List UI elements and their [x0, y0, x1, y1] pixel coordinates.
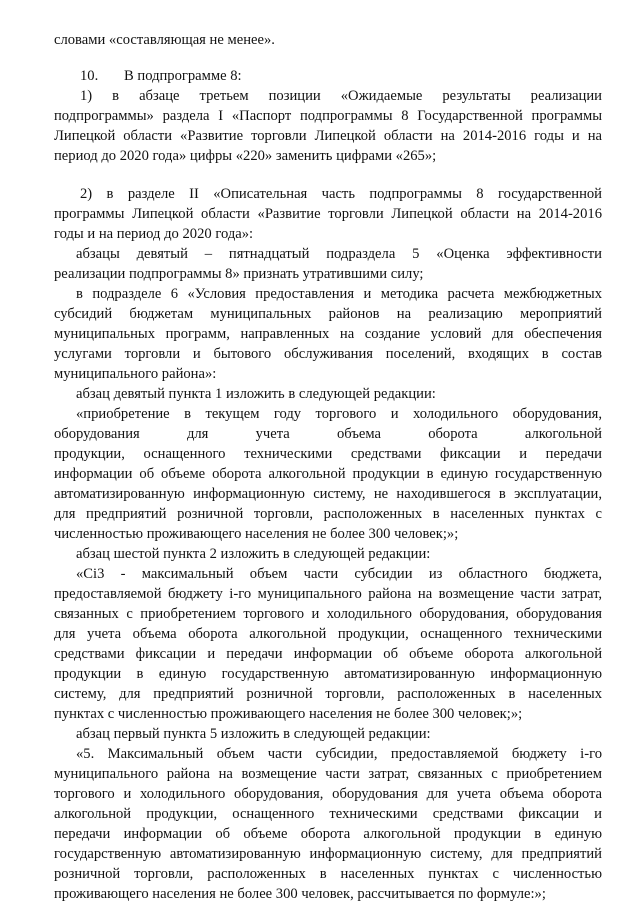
item-number: 10. [80, 68, 99, 84]
text-line: автоматизированную информационную систему, не находившегося в эксплуатации, [54, 486, 602, 502]
text-line: 2) в разделе II «Описательная часть подпрограммы 8 государственной [80, 186, 602, 202]
text-line: реализации подпрограммы 8» признать утратившими силу; [54, 266, 424, 282]
text-line: систему, для предприятий розничной торговли, расположенных в населенных [54, 686, 602, 702]
text-line: алкогольной продукции, оснащенного техническими средствами фиксации и [54, 806, 602, 822]
text-line: торгового и холодильного оборудования, оборудования для учета объема оборота [54, 786, 602, 802]
text-line: численностью проживающего населения не более 300 человек;»; [54, 526, 459, 542]
text-line: продукции, оснащенного техническими средствами фиксации и передачи [54, 446, 602, 462]
text-line: продукции в единую государственную автоматизированную информационную [54, 666, 602, 682]
text-line: для учета объема оборота алкогольной продукции, оснащенного техническими [54, 626, 602, 642]
text-line: «приобретение в текущем году торгового и холодильного оборудования, [76, 406, 602, 422]
text-line: программы Липецкой области «Развитие торговли Липецкой области на 2014-2016 [54, 206, 602, 222]
text-line: Липецкой области «Развитие торговли Липецкой области на 2014-2016 годы и на [54, 128, 602, 144]
text-line: словами «составляющая не менее». [54, 32, 275, 48]
text-line: 1) в абзаце третьем позиции «Ожидаемые результаты реализации [80, 88, 602, 104]
text-line: передачи информации об объеме оборота алкогольной продукции в единую [54, 826, 602, 842]
text-line: государственную автоматизированную информационную систему, для предприятий [54, 846, 602, 862]
text-line: муниципального района»: [54, 366, 217, 382]
text-line: «Сi3 - максимальный объем части субсидии из областного бюджета, [76, 566, 602, 582]
text-line: абзац первый пункта 5 изложить в следующей редакции: [76, 726, 431, 742]
text-line: абзацы девятый – пятнадцатый подраздела 5 «Оценка эффективности [76, 246, 602, 262]
text-line: абзац шестой пункта 2 изложить в следующей редакции: [76, 546, 431, 562]
text-line: проживающего населения не более 300 человек, рассчитывается по формуле:»; [54, 886, 546, 902]
text-line: муниципального района на возмещение части затрат, связанных с приобретением [54, 766, 602, 782]
text-line: оборудования для учета объема оборота алкогольной [54, 426, 602, 442]
text-line: связанных с приобретением торгового и холодильного оборудования, оборудования [54, 606, 602, 622]
text-line: розничной торговли, расположенных в населенных пунктах с численностью [54, 866, 602, 882]
text-line: субсидий бюджетам муниципальных районов на реализацию мероприятий [54, 306, 602, 322]
text-line: период до 2020 года» цифры «220» заменить цифрами «265»; [54, 148, 437, 164]
text-line: абзац девятый пункта 1 изложить в следующей редакции: [76, 386, 436, 402]
text-line: предоставляемой бюджету i-го муниципального района на возмещение части затрат, [54, 586, 602, 602]
text-line: годы и на период до 2020 года»: [54, 226, 254, 242]
text-line: услугами торговли и бытового обслуживания поселений, входящих в состав [54, 346, 602, 362]
text-line: средствами фиксации и передачи информации об объеме оборота алкогольной [54, 646, 602, 662]
text-line: «5. Максимальный объем части субсидии, предоставляемой бюджету i-го [76, 746, 602, 762]
text-line: пунктах с численностью проживающего населения не более 300 человек;»; [54, 706, 523, 722]
text-line: подпрограммы» раздела I «Паспорт подпрограммы 8 Государственной программы [54, 108, 602, 124]
text-line: в подразделе 6 «Условия предоставления и методика расчета межбюджетных [76, 286, 602, 302]
text-line: В подпрограмме 8: [124, 68, 242, 84]
text-line: для предприятий розничной торговли, расположенных в населенных пунктах с [54, 506, 602, 522]
text-line: информации об объеме оборота алкогольной продукции в единую государственную [54, 466, 602, 482]
text-line: муниципальных программ, направленных на создание условий для обеспечения [54, 326, 602, 342]
